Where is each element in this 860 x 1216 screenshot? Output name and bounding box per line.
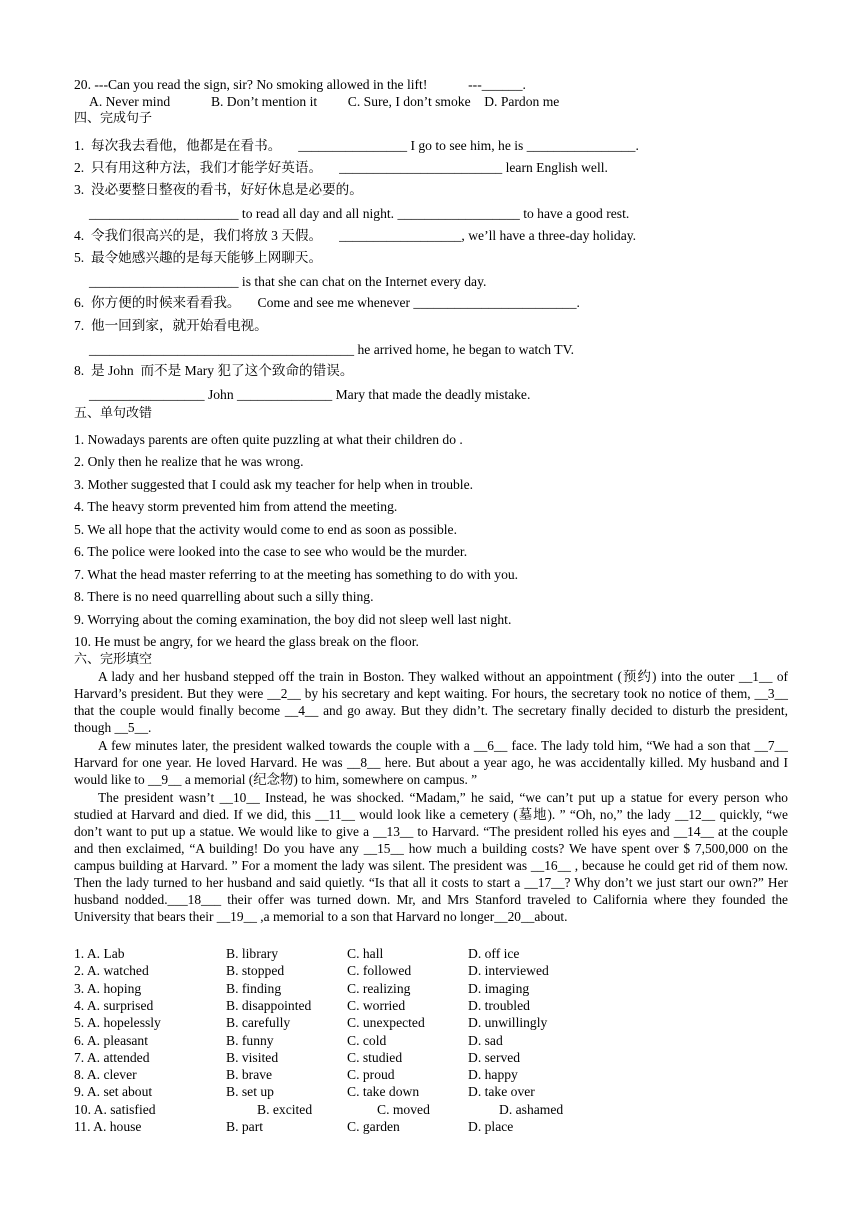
option-11-c: C. garden	[347, 1119, 400, 1134]
option-4-d: D. troubled	[468, 997, 530, 1013]
option-10-b: B. excited	[257, 1101, 313, 1117]
question-20-options: A. Never mind B. Don’t mention it C. Sure, I don’t smoke D. Pardon me	[89, 94, 560, 109]
option-9-b: B. set up	[226, 1084, 274, 1100]
option-1-c: C. hall	[347, 946, 384, 961]
s4-line-3-blank: ______________________ to read all day and all night. __________________ to have a good rest.	[89, 206, 630, 221]
option-5-c: C. unexpected	[347, 1015, 425, 1031]
section-6-heading: 六、完形填空	[74, 652, 153, 667]
option-2-a: 2. A. watched	[74, 963, 149, 979]
option-9-d: D. take over	[468, 1084, 535, 1100]
option-1-b: B. library	[226, 946, 279, 961]
s4-line-6: 6. 你方便的时候来看看我。 Come and see me whenever ________________________.	[74, 295, 580, 310]
option-8-c: C. proud	[347, 1067, 395, 1083]
s4-line-8-blank: _________________ John ______________ Mary that made the deadly mistake.	[89, 387, 531, 402]
option-2-b: B. stopped	[226, 963, 285, 979]
option-3-d: D. imaging	[468, 980, 530, 996]
option-5-a: 5. A. hopelessly	[74, 1015, 161, 1031]
option-11-d: D. place	[468, 1119, 514, 1134]
s5-line-5: 5. We all hope that the activity would come to end as soon as possible.	[74, 522, 457, 537]
option-6-a: 6. A. pleasant	[74, 1032, 148, 1048]
option-8-d: D. happy	[468, 1067, 518, 1083]
s4-line-7-blank: _______________________________________ he arrived home, he began to watch TV.	[89, 342, 575, 357]
option-4-c: C. worried	[347, 997, 406, 1013]
section-4-heading: 四、完成句子	[74, 111, 153, 126]
s5-line-3: 3. Mother suggested that I could ask my teacher for help when in trouble.	[74, 477, 474, 492]
option-3-b: B. finding	[226, 980, 282, 996]
option-11-b: B. part	[226, 1119, 263, 1134]
s4-line-5: 5. 最令她感兴趣的是每天能够上网聊天。	[74, 250, 323, 265]
s4-line-7: 7. 他一回到家，就开始看电视。	[74, 318, 268, 333]
option-1-d: D. off ice	[468, 946, 520, 961]
s5-line-10: 10. He must be angry, for we heard the glass break on the floor.	[74, 634, 419, 649]
s5-line-1: 1. Nowadays parents are often quite puzzling at what their children do .	[74, 432, 463, 447]
option-7-d: D. served	[468, 1049, 521, 1065]
s5-line-8: 8. There is no need quarrelling about such a silly thing.	[74, 589, 374, 604]
option-2-c: C. followed	[347, 963, 412, 979]
option-9-a: 9. A. set about	[74, 1084, 153, 1100]
option-2-d: D. interviewed	[468, 963, 549, 979]
option-11-a: 11. A. house	[74, 1119, 142, 1134]
option-8-b: B. brave	[226, 1067, 273, 1083]
s5-line-2: 2. Only then he realize that he was wrong.	[74, 454, 304, 469]
section-5-heading: 五、单句改错	[74, 406, 153, 421]
option-3-a: 3. A. hoping	[74, 980, 142, 996]
s4-line-3: 3. 没必要整日整夜的看书，好好休息是必要的。	[74, 182, 363, 197]
option-8-a: 8. A. clever	[74, 1067, 137, 1083]
s5-line-6: 6. The police were looked into the case to see who would be the murder.	[74, 544, 468, 559]
s5-line-4: 4. The heavy storm prevented him from attend the meeting.	[74, 499, 398, 514]
s5-line-9: 9. Worrying about the coming examination, the boy did not sleep well last night.	[74, 612, 512, 627]
option-6-c: C. cold	[347, 1032, 387, 1048]
option-7-c: C. studied	[347, 1049, 403, 1065]
s4-line-2: 2. 只有用这种方法，我们才能学好英语。 ________________________ learn English well.	[74, 160, 608, 175]
s4-line-8: 8. 是 John 而不是 Mary 犯了这个致命的错误。	[74, 363, 354, 378]
option-10-a: 10. A. satisfied	[74, 1101, 156, 1117]
option-3-c: C. realizing	[347, 980, 411, 996]
option-4-a: 4. A. surprised	[74, 997, 154, 1013]
option-6-d: D. sad	[468, 1032, 503, 1048]
option-5-b: B. carefully	[226, 1015, 291, 1031]
option-9-c: C. take down	[347, 1084, 420, 1100]
option-7-b: B. visited	[226, 1049, 279, 1065]
option-1-a: 1. A. Lab	[74, 946, 125, 961]
option-5-d: D. unwillingly	[468, 1015, 548, 1031]
cloze-paragraph-2: A few minutes later, the president walked towards the couple with a __6__ face. The lady told him, “We had a son that __7__ Harvard for one year. He loved Harvard. He was __8__ here. But about a year ago, he was accidentally killed. My husband and I would like to __9__ a memorial (纪念物) to him, somewhere on campus. ”	[74, 738, 788, 787]
option-4-b: B. disappointed	[226, 997, 312, 1013]
option-10-c: C. moved	[377, 1101, 430, 1117]
option-7-a: 7. A. attended	[74, 1049, 150, 1065]
s4-line-4: 4. 令我们很高兴的是，我们将放 3 天假。 __________________, we’ll have a three-day holiday.	[74, 228, 637, 243]
question-20-stem: 20. ---Can you read the sign, sir? No smoking allowed in the lift! ---______.	[74, 77, 526, 92]
s4-line-1: 1. 每次我去看他，他都是在看书。 ________________ I go to see him, he is ________________.	[74, 138, 639, 153]
cloze-paragraph-1: A lady and her husband stepped off the train in Boston. They walked without an appointment (预约) into the outer __1__ of Harvard’s president. But they were __2__ by his secretary and kept waiting. For hours, the secretary took no notice of them, __3__ that the couple would finally become __4__ and go away. But they didn’t. The secretary finally decided to disturb the president, though __5__.	[74, 669, 788, 735]
s4-line-5-blank: ______________________ is that she can chat on the Internet every day.	[89, 274, 487, 289]
option-6-b: B. funny	[226, 1032, 274, 1048]
s5-line-7: 7. What the head master referring to at the meeting has something to do with you.	[74, 567, 519, 582]
cloze-paragraph-3: The president wasn’t __10__ Instead, he was shocked. “Madam,” he said, “we can’t put up a statue for every person who studied at Harvard and died. If we did, this __11__ would look like a cemetery (墓地). ” “Oh, no,” the lady __12__ quickly, “we don’t want to put up a statue. We would like to give a __13__ to Harvard. “The president rolled his eyes and __14__ at the couple and then exclaimed, “A building! Do you have any __15__ how much a building costs? We have spent over $ 7,500,000 on the campus building at Harvard. ” For a moment the lady was silent. The president was __16__ , because he could get rid of them now. Then the lady turned to her husband and said quietly. “Is that all it costs to start a __17__? Why don’t we just start our own?” Her husband nodded.___18___ their offer was turned down. Mr, and Mrs Stanford traveled to California where they founded the University that bears their __19__ ,a memorial to a son that Harvard no longer__20__about.	[74, 790, 788, 924]
option-10-d: D. ashamed	[499, 1101, 564, 1117]
